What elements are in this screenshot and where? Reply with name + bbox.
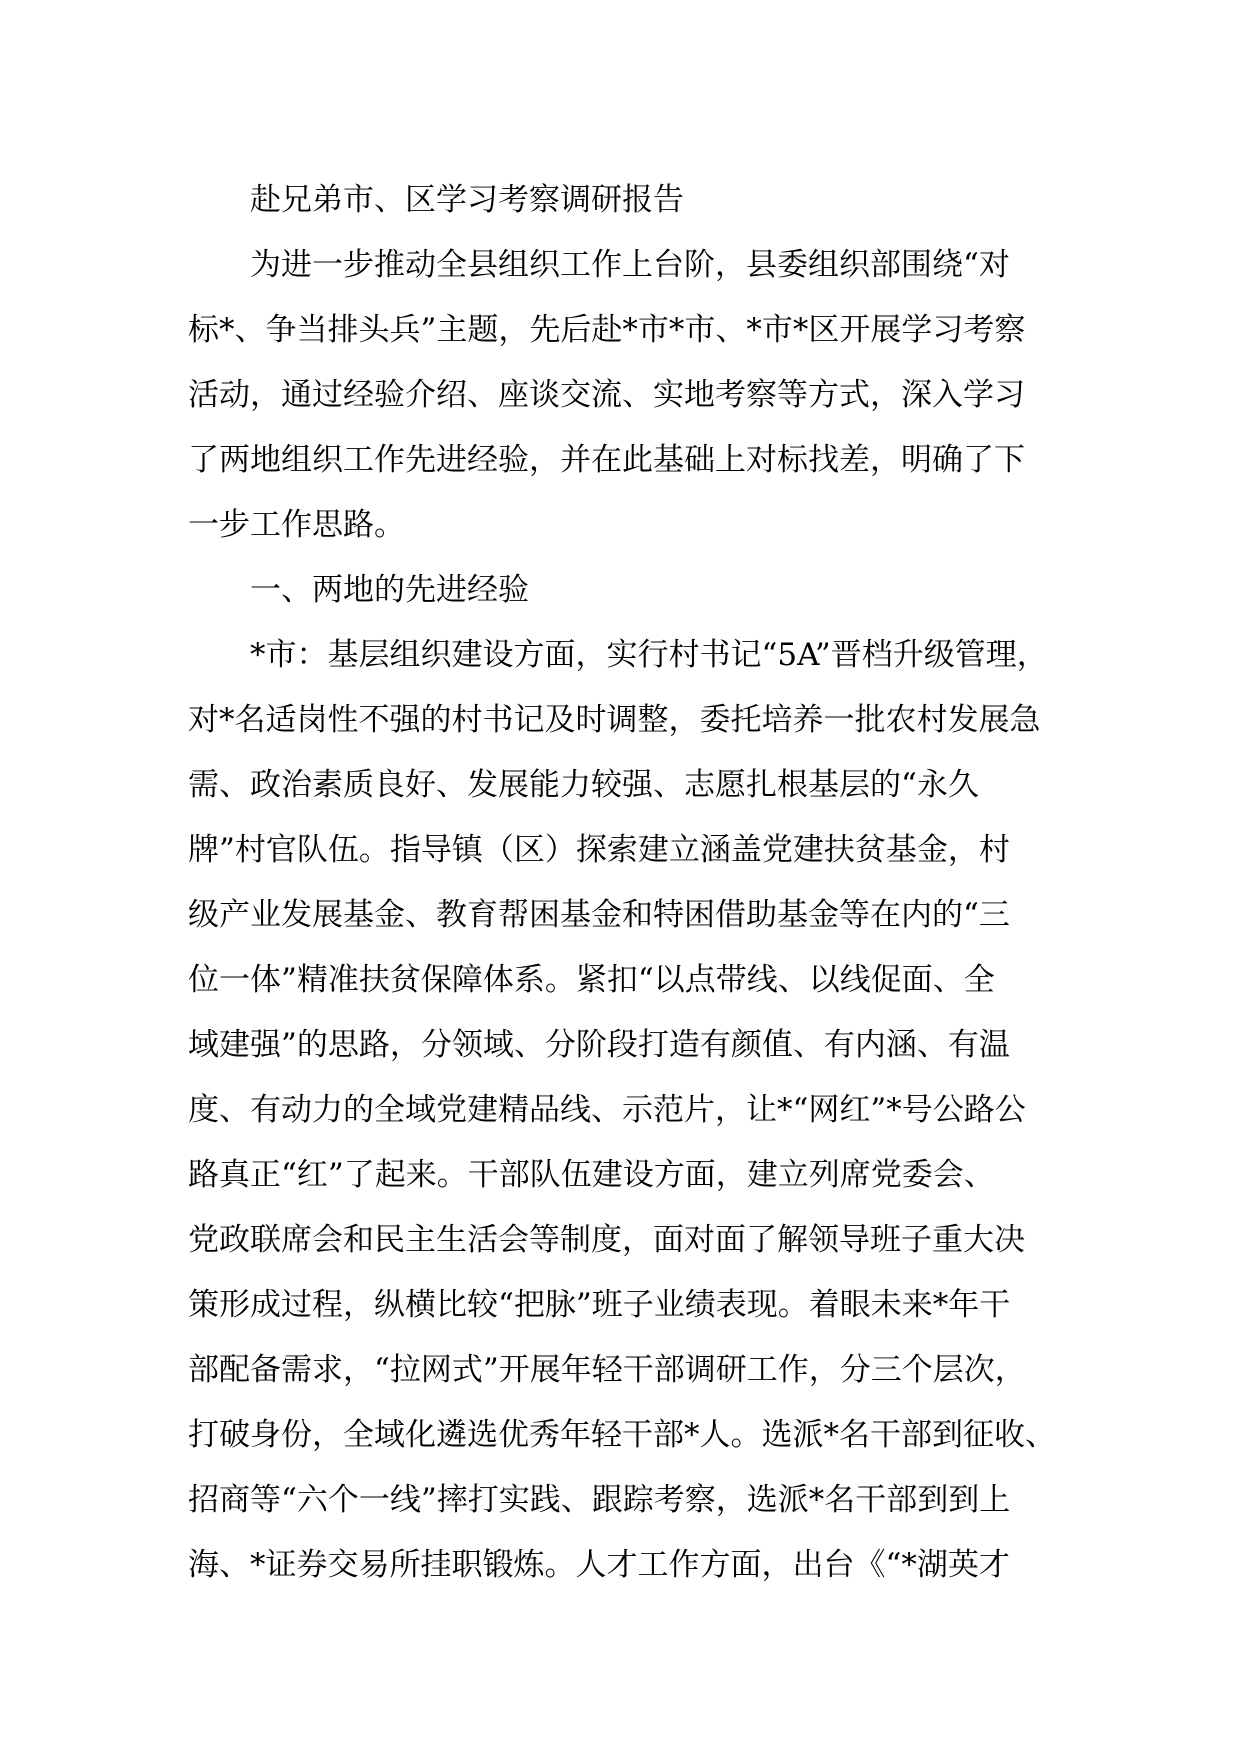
text-line: 度、有动力的全域党建精品线、示范片，让*“网红”*号公路公 — [188, 1092, 1026, 1128]
text-line: 招商等“六个一线”摔打实践、跟踪考察，选派*名干部到到上 — [188, 1482, 1011, 1518]
text-line: 部配备需求，“拉网式”开展年轻干部调研工作，分三个层次， — [188, 1352, 1026, 1388]
document-body — [188, 168, 1088, 1598]
text-line: 了两地组织工作先进经验，并在此基础上对标找差，明确了下 — [188, 442, 1025, 478]
text-line: 路真正“红”了起来。干部队伍建设方面，建立列席党委会、 — [188, 1157, 995, 1193]
text-line: 需、政治素质良好、发展能力较强、志愿扎根基层的“永久 — [188, 767, 979, 803]
text-line: 位一体”精准扶贫保障体系。紧扣“以点带线、以线促面、全 — [188, 962, 995, 998]
text-line: 党政联席会和民主生活会等制度，面对面了解领导班子重大决 — [188, 1222, 1025, 1258]
document-title: 赴兄弟市、区学习考察调研报告 — [250, 182, 684, 218]
text-line: 对*名适岗性不强的村书记及时调整，委托培养一批农村发展急 — [188, 702, 1041, 738]
text-line: 海、*证券交易所挂职锻炼。人才工作方面，出台《“*湖英才 — [188, 1547, 1010, 1583]
text-line: 域建强”的思路，分领域、分阶段打造有颜值、有内涵、有温 — [188, 1027, 1010, 1063]
section-heading: 一、两地的先进经验 — [250, 572, 529, 608]
text-line: 打破身份，全域化遴选优秀年轻干部*人。选派*名干部到征收、 — [188, 1417, 1056, 1453]
text-line: 级产业发展基金、教育帮困基金和特困借助基金等在内的“三 — [188, 897, 1010, 933]
text-line: *市：基层组织建设方面，实行村书记“5A”晋档升级管理， — [250, 637, 1048, 673]
text-line: 策形成过程，纵横比较“把脉”班子业绩表现。着眼未来*年干 — [188, 1287, 1011, 1323]
text-line: 牌”村官队伍。指导镇（区）探索建立涵盖党建扶贫基金，村 — [188, 832, 1010, 868]
text-line: 为进一步推动全县组织工作上台阶，县委组织部围绕“对 — [250, 247, 1010, 283]
text-line: 活动，通过经验介绍、座谈交流、实地考察等方式，深入学习 — [188, 377, 1025, 413]
text-line: 一步工作思路。 — [188, 507, 405, 543]
text-line: 标*、争当排头兵”主题，先后赴*市*市、*市*区开展学习考察 — [188, 312, 1026, 348]
